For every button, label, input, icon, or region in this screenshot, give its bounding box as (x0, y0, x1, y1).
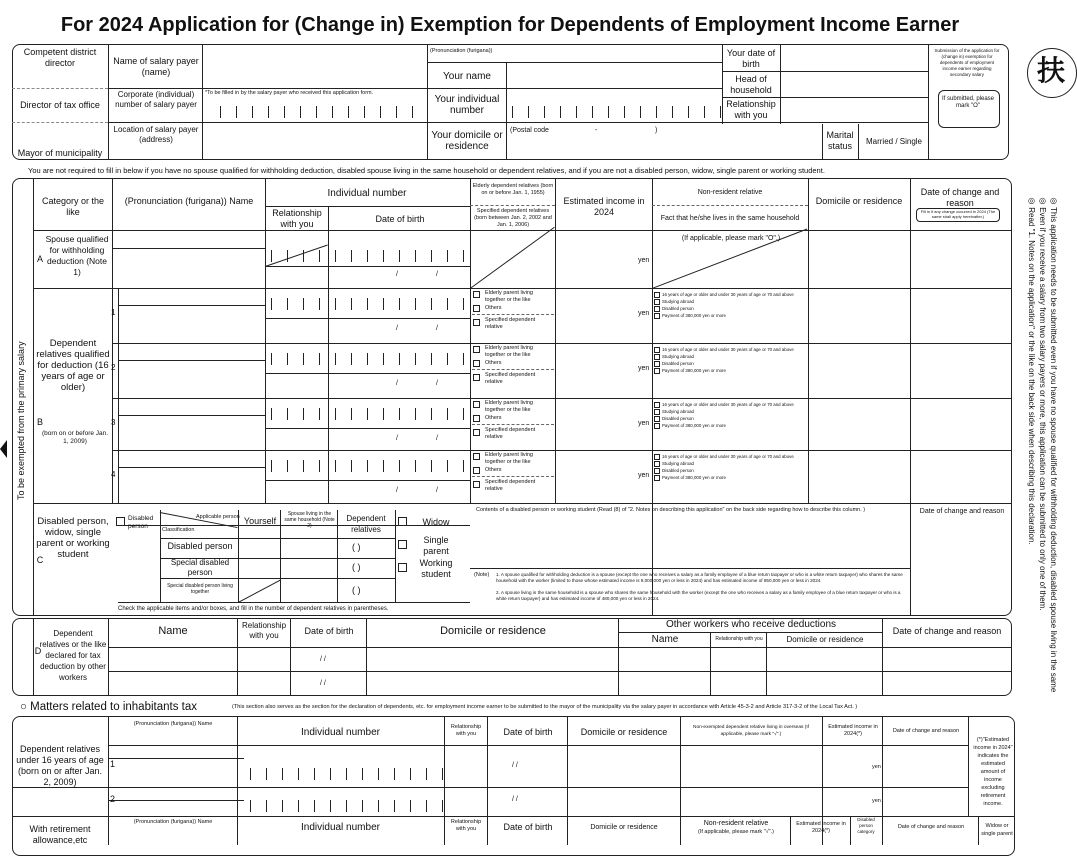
retirement-nonres-mark: (If applicable, please mark "√".) (697, 829, 774, 835)
dependent-dob-sep: / (436, 435, 438, 442)
dependent-dob-sep: / (436, 487, 438, 494)
under16-row2-individual-number[interactable] (250, 800, 443, 812)
pronunciation-label: (Pronunciation (furigana)) (430, 48, 493, 54)
single-parent-checkbox[interactable] (398, 540, 407, 549)
col-change: Date of change and reason (920, 187, 1000, 208)
dependent-yen: yen (638, 310, 650, 317)
dependent-individual-number[interactable] (271, 460, 464, 472)
relationship-label: Relationship with you (726, 99, 776, 120)
elderly-parent-checkbox[interactable] (473, 401, 480, 408)
retirement-change: Date of change and reason (897, 824, 965, 830)
retirement-domicile: Domicile or residence (590, 824, 658, 831)
nonres-checkbox[interactable] (654, 409, 660, 415)
section-c-date-change: Date of change and reason (919, 508, 1005, 515)
elderly-parent-checkbox[interactable] (473, 291, 480, 298)
nonres-checkbox[interactable] (654, 313, 660, 319)
elderly-options (472, 452, 554, 493)
nonres-option[interactable]: Studying abroad (654, 298, 808, 305)
dependent-label: Dependent relatives qualified for deduction (16 years of age or older) (36, 338, 110, 393)
tax-office-label: Director of tax office (20, 100, 100, 110)
col-name: (Pronunciation (furigana)) Name (124, 196, 254, 206)
nonres-option[interactable]: Disabled person (654, 467, 808, 474)
nonres-option[interactable]: Disabled person (654, 415, 808, 422)
inhabitants-change: Date of change and reason (892, 728, 960, 734)
paren-special[interactable]: ( ) (352, 562, 361, 572)
elderly-parent-checkbox[interactable] (473, 346, 480, 353)
dependent-dob-sep: / (396, 487, 398, 494)
other-workers-label: Other workers who receive deductions (665, 619, 837, 630)
other-workers-relationship: Relationship with you (715, 636, 763, 642)
elderly-parent-checkbox[interactable] (473, 453, 480, 460)
row-disabled-person: Disabled person (167, 541, 233, 551)
others-option[interactable]: Others (472, 466, 554, 474)
dob-label: Your date of birth (726, 48, 776, 69)
other-workers-domicile: Domicile or residence (786, 635, 864, 644)
retirement-nonres: Non-resident relative (703, 820, 769, 827)
dependent-pronunciation-field[interactable] (119, 451, 264, 467)
note-2: 2. A spouse living in the same household is a spouse who shares the same household with the worker (except the one who receives a salary as a family employee of a blue return taxpayer or who is a white return taxpayer) and has estimated income of 480,000 yen or less in 2024. (496, 590, 901, 601)
side-note-2: ◎ Even if you receive a salary from two salary payers or more, this application can be submitted to only one of them. (1038, 196, 1047, 611)
col-specified: Specified dependent relatives (born between Jan. 2, 2002 and Jan. 1, 2006) (474, 208, 552, 228)
paren-disabled[interactable]: ( ) (352, 542, 361, 552)
payer-name-field[interactable] (203, 45, 426, 87)
dependent-pronunciation-field[interactable] (119, 344, 264, 360)
corporate-number-field[interactable] (220, 106, 413, 118)
spouse-mark-note: (If applicable, please mark "O".) (681, 235, 781, 242)
form-title: For 2024 Application for (Change in) Exemption for Dependents of Employment Income Earner (60, 14, 960, 36)
col-category: Category or the like (41, 196, 105, 217)
section-d-relationship: Relationship with you (241, 621, 287, 640)
row-special-together: Special disabled person living together (167, 583, 233, 595)
others-checkbox[interactable] (473, 305, 480, 312)
paren-special-together[interactable]: ( ) (352, 585, 361, 595)
under16-label: Dependent relatives under 16 years of age (born on or after Jan. 2, 2009) (16, 744, 104, 787)
retirement-widow-single: Widow or single parent (981, 823, 1013, 837)
dependent-yen: yen (638, 472, 650, 479)
domicile-label: Your domicile or residence (431, 130, 503, 152)
dependent-dob-sep: / (436, 380, 438, 387)
competent-district-label: Competent district director (23, 47, 97, 68)
specified-option[interactable]: Specified dependent relative (472, 427, 554, 441)
dependent-individual-number[interactable] (271, 353, 464, 365)
marital-label: Marital status (826, 130, 854, 151)
postal-close: ) (655, 127, 658, 134)
under16-row1-dob[interactable]: / / (512, 762, 518, 769)
note-label: (Note) (474, 572, 490, 578)
payer-location-label: Location of salary payer (address) (113, 125, 199, 144)
inhabitants-dob: Date of birth (503, 727, 553, 737)
others-option[interactable]: Others (472, 414, 554, 422)
col-dob: Date of birth (375, 214, 425, 224)
dependent-row-number: 1 (111, 308, 116, 317)
section-a-letter: A (36, 254, 43, 264)
nonres-option[interactable]: Payment of 380,000 yen or more (654, 474, 808, 481)
under16-row1-yen: yen (872, 764, 881, 770)
others-option[interactable]: Others (472, 359, 554, 367)
note-1: 1. A spouse qualified for withholding deduction is a spouse (except the one who receives a salary as a family employee of a blue return taxpayer or who is a white return taxpayer) who shares the same household with the worker (limited to those whose estimated income is 9,000,000 yen or less in 2024) and has estimated income of 950,000 yen or less in 2024. (496, 572, 903, 583)
nonres-option[interactable]: Studying abroad (654, 408, 808, 415)
nonres-checkbox[interactable] (654, 292, 660, 298)
inhabitants-income: Estimated income in 2024(*) (828, 724, 878, 737)
col-relationship: Relationship with you (272, 208, 322, 229)
section-d-label: Dependent relatives or the like declared for tax deduction by other workers (39, 629, 107, 682)
spouse-individual-number[interactable] (271, 250, 464, 262)
disabled-person-check-label: Disabled person (128, 515, 154, 530)
dependent-relatives-label: Dependent relatives (346, 514, 386, 534)
nonres-checkbox[interactable] (654, 306, 660, 312)
nonres-checkbox[interactable] (654, 461, 660, 467)
nonres-checkbox[interactable] (654, 347, 660, 353)
retirement-individual: Individual number (301, 822, 380, 833)
classification-label: Classification (162, 527, 195, 533)
nonres-option[interactable]: 16 years of age or older and under 30 years of age or 70 and above (654, 401, 808, 408)
retirement-dob: Date of birth (503, 822, 553, 832)
working-student-checkbox[interactable] (398, 563, 407, 572)
col-domicile: Domicile or residence (815, 196, 903, 206)
dependent-dob-sep: / (396, 325, 398, 332)
dependent-dob-sep: / (396, 380, 398, 387)
specified-option[interactable]: Specified dependent relative (472, 372, 554, 386)
col-individual-number: Individual number (327, 188, 407, 199)
nonres-checkbox[interactable] (654, 475, 660, 481)
col-change-note: Fill in if any change occurred in 2024 (The same shall apply hereinafter.) (920, 209, 996, 219)
others-checkbox[interactable] (473, 360, 480, 367)
nonres-options (654, 401, 808, 429)
nonres-option[interactable]: Disabled person (654, 305, 808, 312)
nonres-option[interactable]: Studying abroad (654, 353, 808, 360)
municipality-label: Mayor of municipality (17, 148, 103, 158)
section-d-name: Name (158, 625, 188, 637)
nonres-options (654, 291, 808, 319)
corporate-note: *To be filled in by the salary payer who received this application form. (205, 90, 374, 96)
other-workers-name: Name (651, 634, 679, 645)
nonres-options (654, 346, 808, 374)
dependent-pronunciation-field[interactable] (119, 289, 264, 305)
others-option[interactable]: Others (472, 304, 554, 312)
spouse-yen: yen (638, 257, 650, 264)
spouse-pronunciation-field[interactable] (113, 231, 264, 248)
working-student-label: Working student (419, 558, 453, 579)
dependent-row-number: 3 (111, 418, 116, 427)
side-note-1: ◎ This application needs to be submitted even if you have no spouse qualified for withholding deduction, disabled spouse living in the same (1049, 196, 1058, 693)
under16-row2-yen: yen (872, 798, 881, 804)
dependent-dob-sep: / (396, 435, 398, 442)
nonres-checkbox[interactable] (654, 468, 660, 474)
inhabitants-pron-name: (Pronunciation (furigana)) Name (133, 721, 213, 727)
section-c-label: Disabled person, widow, single parent or working student (36, 516, 110, 560)
elderly-parent-option[interactable]: Elderly parent living together or the like (472, 452, 554, 466)
under16-row2-number: 2 (110, 794, 116, 804)
section-d-dob-row2[interactable]: / / (320, 680, 326, 687)
nonres-option[interactable]: Disabled person (654, 360, 808, 367)
specified-option[interactable]: Specified dependent relative (472, 479, 554, 493)
dependent-individual-number[interactable] (271, 408, 464, 420)
inhabitants-relationship: Relationship with you (450, 724, 482, 737)
spouse-same-label: Spouse living in the same household (Note 2) (284, 511, 335, 529)
side-label: To be exempted from the primary salary (16, 341, 26, 500)
elderly-options (472, 345, 554, 386)
nonres-option[interactable]: Studying abroad (654, 460, 808, 467)
postal-dash: - (595, 127, 598, 134)
notice-text: You are not required to fill in below if you have no spouse qualified for withholding deduction, disabled spouse living in the same household or dependent relatives, and if you are not a disabled person, widow, single parent or working student. (28, 166, 825, 175)
dependent-name-field[interactable] (119, 306, 264, 342)
spouse-dob-sep1: / (396, 271, 398, 278)
nonres-checkbox[interactable] (654, 416, 660, 422)
dependent-dob-sep: / (436, 325, 438, 332)
yourself-label: Yourself (243, 516, 277, 526)
head-household-label: Head of household (730, 74, 772, 95)
section-b-letter: B (36, 417, 43, 427)
elderly-options (472, 290, 554, 331)
others-checkbox[interactable] (473, 467, 480, 474)
dependent-yen: yen (638, 420, 650, 427)
nonres-option[interactable]: 16 years of age or older and under 30 years of age or 70 and above (654, 453, 808, 460)
spouse-dob-sep2: / (436, 271, 438, 278)
secondary-salary-note: Submission of the application for (change in) exemption for dependents of employment income earner regarding secondary salary (934, 48, 1000, 77)
elderly-parent-option[interactable]: Elderly parent living together or the like (472, 290, 554, 304)
nonres-option[interactable]: Payment of 380,000 yen or more (654, 312, 808, 319)
postal-code-label: (Postal code (510, 127, 549, 134)
under16-row2-dob[interactable]: / / (512, 796, 518, 803)
spouse-label: Spouse qualified for withholding deduction (Note 1) (45, 234, 109, 277)
dependent-name-field[interactable] (119, 468, 264, 502)
nonres-options (654, 453, 808, 481)
disabled-person-checkbox[interactable] (116, 517, 125, 526)
dependent-born-note: (born on or before Jan. 1, 2009) (41, 430, 109, 445)
inhabitants-nonexempt: Non-exempted dependent relative living in overseas (If applicable, please mark "√".) (693, 725, 809, 737)
nonres-checkbox[interactable] (654, 402, 660, 408)
col-elderly: Elderly dependent relatives (born on or before Jan. 1, 1955) (472, 183, 554, 196)
section-d-domicile: Domicile or residence (440, 625, 546, 637)
retirement-label: With retirement allowance,etc (29, 824, 91, 845)
section-d-letter: D (34, 646, 42, 656)
section-d-dob-row1[interactable]: / / (320, 656, 326, 663)
specified-checkbox[interactable] (473, 319, 480, 326)
nonres-checkbox[interactable] (654, 361, 660, 367)
payer-location-field[interactable] (203, 123, 426, 159)
nonres-option[interactable]: 16 years of age or older and under 30 years of age or 70 and above (654, 346, 808, 353)
corporate-number-label: Corporate (individual) number of salary payer (115, 90, 197, 109)
nonres-checkbox[interactable] (654, 454, 660, 460)
dependent-individual-number[interactable] (271, 298, 464, 310)
elderly-parent-option[interactable]: Elderly parent living together or the like (472, 345, 554, 359)
your-name-field[interactable] (507, 63, 721, 87)
widow-label: Widow (422, 517, 450, 527)
nonres-option[interactable]: Payment of 380,000 yen or more (654, 367, 808, 374)
individual-number-field[interactable] (512, 106, 721, 118)
elderly-parent-option[interactable]: Elderly parent living together or the like (472, 400, 554, 414)
page-edge-marker (0, 440, 7, 458)
married-single[interactable]: Married / Single (865, 137, 923, 146)
spouse-name-field[interactable] (113, 249, 264, 287)
if-submitted-label: If submitted, please mark "O" (941, 96, 995, 109)
applicable-label: Applicable person (196, 514, 240, 520)
inhabitants-individual: Individual number (301, 727, 380, 738)
col-nonres-fact: Fact that he/she lives in the same household (660, 215, 800, 222)
row-special-disabled: Special disabled person (170, 558, 230, 577)
nonres-option[interactable]: 16 years of age or older and under 30 years of age or 70 and above (654, 291, 808, 298)
dependent-row-number: 4 (111, 470, 116, 479)
col-income: Estimated income in 2024 (563, 196, 645, 217)
your-name-label: Your name (443, 71, 491, 82)
retirement-disabled-cat: Disabled person category (857, 817, 875, 834)
under16-row1-number: 1 (110, 759, 116, 769)
nonres-checkbox[interactable] (654, 354, 660, 360)
dependent-name-field[interactable] (119, 361, 264, 397)
inhabitants-domicile: Domicile or residence (580, 727, 668, 737)
dob-field[interactable] (781, 45, 927, 70)
estimated-income-note: (*)"Estimated income in 2024" indicates the estimated amount of income excluding retirement income. (973, 737, 1013, 807)
stamp-character: 扶 (1037, 55, 1066, 86)
section-d-date-change: Date of change and reason (892, 626, 1002, 636)
nonres-option[interactable]: Payment of 380,000 yen or more (654, 422, 808, 429)
section-c-letter: C (36, 555, 44, 565)
under16-row1-individual-number[interactable] (250, 768, 443, 780)
elderly-options (472, 400, 554, 441)
retirement-pron-name: (Pronunciation (furigana)) Name (133, 819, 213, 825)
nonres-checkbox[interactable] (654, 423, 660, 429)
col-nonres: Non-resident relative (697, 189, 763, 196)
specified-option[interactable]: Specified dependent relative (472, 317, 554, 331)
nonres-checkbox[interactable] (654, 368, 660, 374)
dependent-row-number: 2 (111, 363, 116, 372)
domicile-field[interactable] (507, 135, 821, 159)
retirement-relationship: Relationship with you (450, 819, 482, 832)
specified-checkbox[interactable] (473, 481, 480, 488)
others-checkbox[interactable] (473, 415, 480, 422)
nonres-checkbox[interactable] (654, 299, 660, 305)
side-note-3: ◎ Read "1. Notes on the application" or the like on the back side when describing this declaration. (1027, 196, 1036, 545)
inhabitants-note: (This section also serves as the section for the declaration of dependents, etc. for employment income earner to be submitted to the mayor of the municipality via the salary payer in accordance with Article 45-3-2 and Article 317-3-2 of the Local Tax Act. ) (232, 704, 858, 710)
dependent-pronunciation-field[interactable] (119, 399, 264, 415)
dependent-yen: yen (638, 365, 650, 372)
section-d-dob: Date of birth (304, 626, 354, 636)
inhabitants-heading: ○ Matters related to inhabitants tax (20, 701, 197, 713)
dependent-name-field[interactable] (119, 416, 264, 449)
check-instruction: Check the applicable items and/or boxes, and fill in the number of dependent relatives in parentheses. (118, 606, 389, 612)
widow-checkbox[interactable] (398, 517, 407, 526)
specified-checkbox[interactable] (473, 429, 480, 436)
contents-note: Contents of a disabled person or working student (Read (8) of "2. Notes on describing this application" on the back side regarding how to describe this column. ) (476, 507, 866, 513)
individual-number-label: Your individual number (434, 94, 500, 116)
specified-checkbox[interactable] (473, 374, 480, 381)
single-parent-label: Single parent (423, 535, 449, 556)
retirement-income: Estimated income in 2024(*) (796, 821, 846, 834)
payer-name-label: Name of salary payer (name) (113, 56, 199, 77)
